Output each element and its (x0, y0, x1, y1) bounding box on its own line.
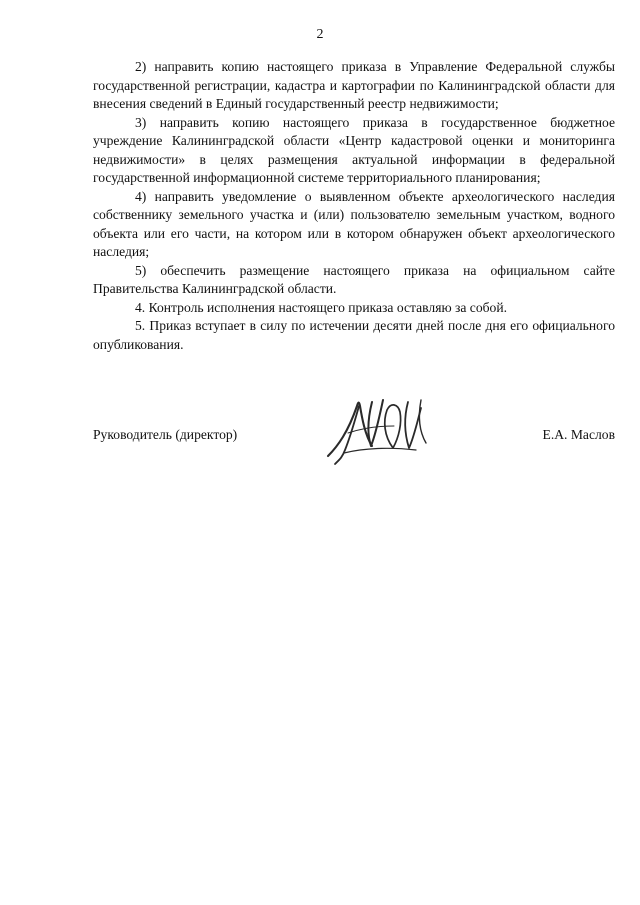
paragraph-item-5: 5) обеспечить размещение настоящего приказа на официальном сайте Правительства Калининградской области. (93, 262, 615, 296)
document-body (93, 58, 615, 354)
paragraph-item-4: 4) направить уведомление о выявленном объекте археологического наследия собственнику земельного участка и (или) пользователю земельным участком, водного объекта или его части, на котором или в котором обнаружен объект археологического наследия; (93, 188, 615, 259)
signer-name: Е.А. Маслов (542, 427, 615, 442)
paragraph-control: 4. Контроль исполнения настоящего приказа оставляю за собой. (135, 299, 508, 315)
handwritten-signature (320, 388, 440, 468)
signer-title: Руководитель (директор) (93, 427, 238, 442)
paragraph-item-3: 3) направить копию настоящего приказа в государственное бюджетное учреждение Калининградской области «Центр кадастровой оценки и мониторинга недвижимости» в целях размещения актуальной информации в федеральной государственной информационной системе территориального планирования; (93, 114, 615, 185)
paragraph-item-2: 2) направить копию настоящего приказа в Управление Федеральной службы государственной регистрации, кадастра и картографии по Калининградской области для внесения сведений в Единый государственный реестр недвижимости; (93, 59, 615, 111)
page-number: 2 (316, 27, 324, 42)
paragraph-effective-date: 5. Приказ вступает в силу по истечении десяти дней после дня его официального опубликования. (93, 318, 615, 352)
